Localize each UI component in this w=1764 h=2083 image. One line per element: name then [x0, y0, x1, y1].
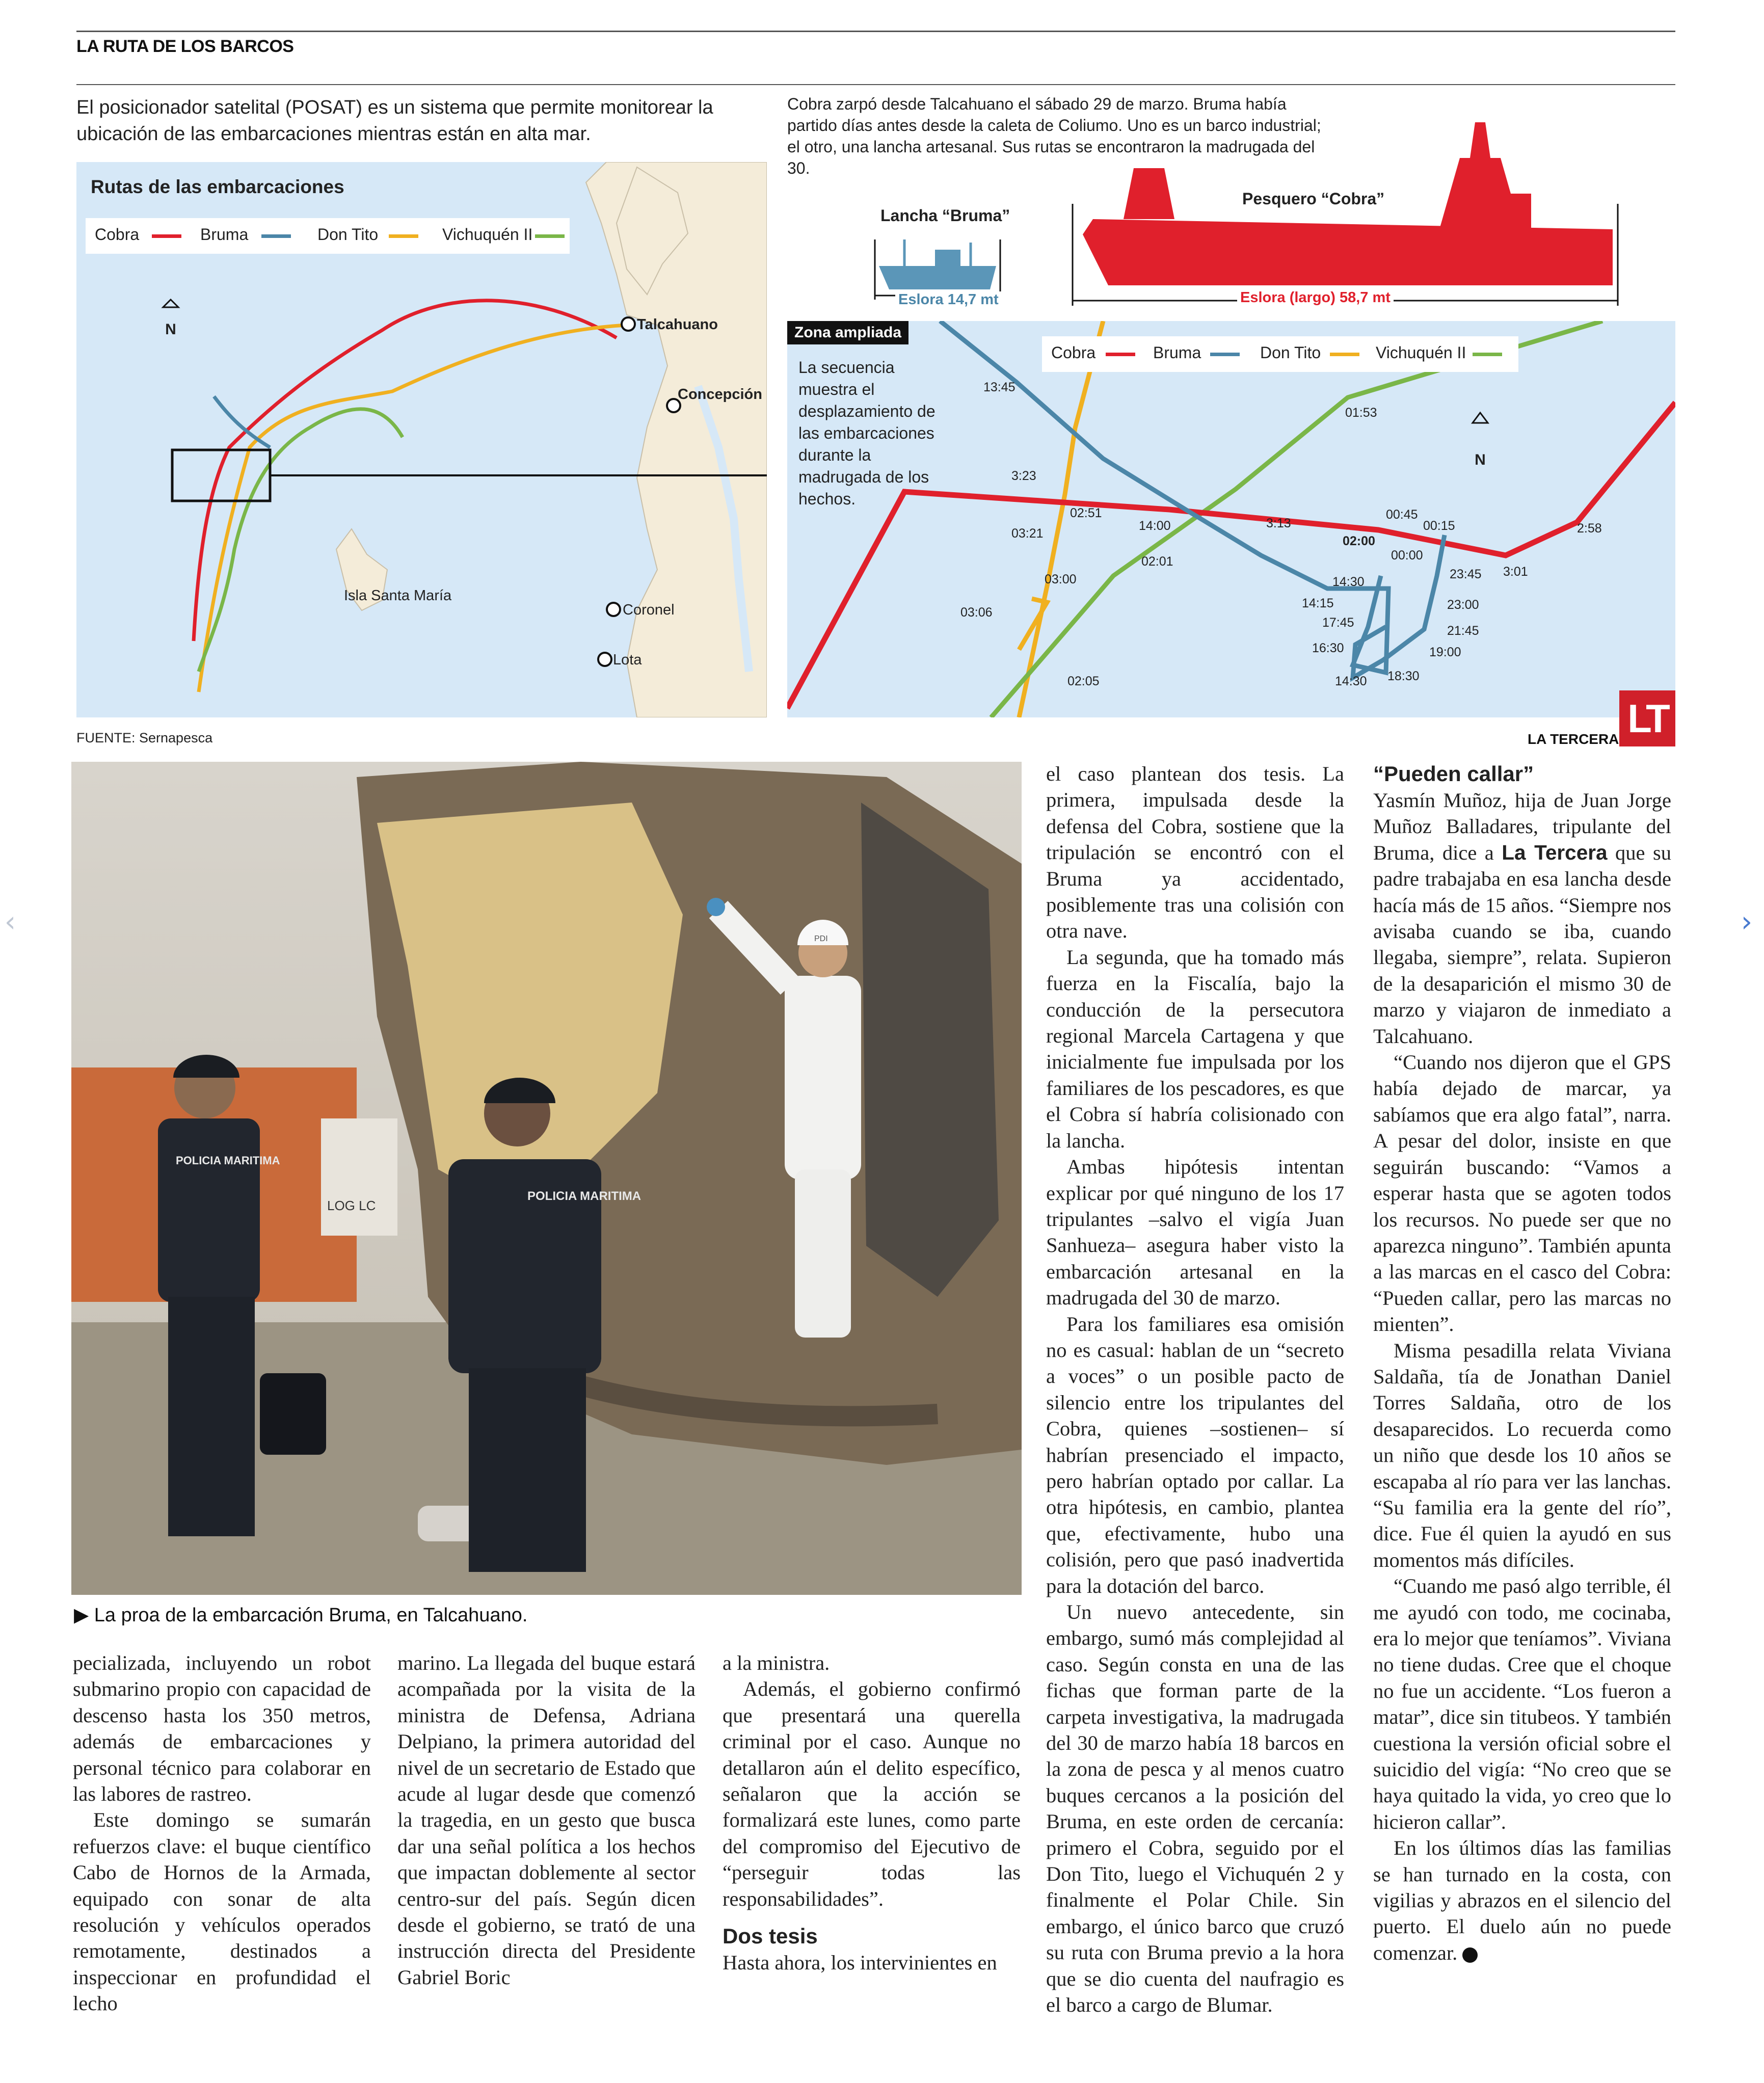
colr1-p1: el caso plantean dos tesis. La primera, impulsada desde la defensa del Cobra, sostiene que la tripulación se encontró con el Bruma ya accidentado, posiblemente tras una colisión con otra nave.	[1046, 762, 1344, 943]
time-0300: 03:00	[1045, 572, 1077, 586]
col3-p1: a la ministra.	[723, 1651, 830, 1674]
zoom-north-label: N	[1475, 451, 1486, 468]
cobra-label: Pesquero “Cobra”	[1239, 190, 1387, 208]
place-concepcion: Concepción	[678, 386, 762, 403]
colr1-p4: Para los familiares esa omisión no es casual: hablan de un “secreto a voces” o un posible pacto de silencio entre los tripulantes del Cobra, quienes –sostienen– sí habrían presenciado el impacto, pero habrían optado por callar. La otra hipótesis, en cambio, plantea que, efectivamente, hubo una colisión, pero que pasó inadvertida para la dotación del barco.	[1046, 1312, 1344, 1597]
intro-left-text: El posicionador satelital (POSAT) es un sistema que permite monitorear la ubicación de las embarcaciones mientras están en alta mar.	[76, 97, 713, 145]
logo-brand: LA TERCERA	[1528, 731, 1619, 747]
heading-pueden-callar: “Pueden callar”	[1373, 762, 1534, 786]
colr2-p2: “Cuando nos dijeron que el GPS había dejado de marcar, ya sabíamos que era algo fatal”, narra. A pesar del dolor, insiste en que seguirán buscando: “Vamos a esperar hasta que se agoten todos los recursos. No puede ser que no aparezca ninguno”. También apunta a las marcas en el casco del Cobra: “Pueden callar, pero las marcas no mienten”.	[1373, 1051, 1671, 1336]
map-left	[76, 162, 767, 717]
legend-don-tito-swatch	[389, 234, 418, 238]
col2-p1: marino. La llegada del buque estará acompañada por la visita de la ministra de Defensa, Adriana Delpiano, la primera autoridad del nivel de un secretario de Estado que acude al lugar desde que comenzó la tragedia, en un gesto que busca dar una señal política a los hechos que impactan doblemente al sector centro-sur del país. Según dicen desde el gobierno, se trató de una instrucción directa del Presidente Gabriel Boric	[397, 1651, 696, 1989]
time-1830: 18:30	[1387, 669, 1420, 683]
colr1-p5: Un nuevo antecedente, sin embargo, sumó más complejidad al caso. Según consta en una de las fichas que forman parte de la carpeta investigativa, la madrugada del 30 de marzo había 18 barcos en la zona de pesca y al menos cuatro buques cercanos a la posición del Bruma, en este orden de cercanía: primero el Cobra, seguido por el Don Tito, luego el Vichuquén 2 y finalmente el Polar Chile. Sin embargo, el único barco que cruzó su ruta con Bruma previo a la hora que se dio cuenta del naufragio es el barco a cargo de Blumar.	[1046, 1600, 1344, 2017]
vest-center-text: POLICIA MARITIMA	[527, 1189, 642, 1203]
cobra-length: Eslora (largo) 58,7 mt	[1237, 289, 1394, 306]
time-0251: 02:51	[1070, 506, 1102, 520]
header-rule	[76, 84, 1675, 85]
caption-text: La proa de la embarcación Bruma, en Talcahuano.	[94, 1605, 528, 1626]
time-1900: 19:00	[1429, 645, 1461, 659]
source-note: FUENTE: Sernapesca	[76, 730, 213, 745]
time-1745: 17:45	[1322, 616, 1354, 630]
colr1-p2: La segunda, que ha tomado más fuerza en la Fiscalía, bajo la conducción de la persecutora regional Marcela Cartagena y que inicialmente fue impulsada por los familiares de los pescadores, es que el Cobra sí habría colisionado con la lancha.	[1046, 945, 1344, 1152]
top-rule	[76, 31, 1675, 32]
helmet-text: PDI	[814, 934, 828, 943]
time-2145: 21:45	[1447, 624, 1479, 638]
time-301: 3:01	[1503, 565, 1528, 579]
colr2-p3: Misma pesadilla relata Viviana Saldaña, tía de Jonathan Daniel Torres Saldaña, otro de los desaparecidos. Lo recuerda como un niño que desde los 10 años se escapaba al río para ver las lanchas. “Su familia era la gente del río”, dice. Fue él quien la ayudó en sus momentos más difíciles.	[1373, 1339, 1671, 1571]
legend-zoom-don-tito-swatch	[1330, 353, 1359, 356]
colr2-p4: “Cuando me pasó algo terrible, él me ayudó con todo, me cocinaba, era lo mejor que teníamos”. Viviana no tiene dudas. Cree que el choque no fue un accidente. “Los fueron a matar”, dice sin titubeos. Y también cuestiona la versión oficial sobre el suicidio del vigía: “No creo que se haya quitado la vida, yo creo que lo hicieron callar”.	[1373, 1574, 1671, 1833]
heading-dos-tesis: Dos tesis	[723, 1924, 818, 1948]
place-isla-santa-maria: Isla Santa María	[344, 587, 452, 604]
container-sign-text: LOG LC	[327, 1198, 376, 1213]
legend-don-tito-label: Don Tito	[317, 225, 379, 244]
map-left-title: Rutas de las embarcaciones	[91, 176, 344, 197]
north-label: N	[165, 321, 176, 338]
prev-page-arrow[interactable]: ‹	[4, 905, 16, 939]
end-bullet	[1462, 1947, 1478, 1963]
route-bruma	[214, 396, 270, 447]
legend-zoom-cobra-swatch	[1106, 353, 1135, 356]
time-1400: 14:00	[1139, 519, 1171, 533]
legend-zoom-bruma-swatch	[1210, 353, 1240, 356]
column-right-2	[1373, 761, 1671, 1966]
col3-p3: Hasta ahora, los intervinientes en	[723, 1951, 997, 1974]
column-bottom-3	[723, 1650, 1021, 1975]
time-258: 2:58	[1577, 521, 1602, 536]
bruma-hull	[879, 266, 996, 289]
bruma-label: Lancha “Bruma”	[880, 206, 1010, 225]
legend-zoom-cobra-label: Cobra	[1051, 343, 1096, 362]
legend-zoom-bruma-label: Bruma	[1153, 343, 1201, 362]
zoom-badge: Zona ampliada	[787, 321, 908, 344]
photo-caption	[74, 1604, 527, 1626]
time-0321: 03:21	[1011, 526, 1044, 541]
legend-zoom-vichuquen-swatch	[1473, 353, 1502, 356]
colr1-p3: Ambas hipótesis intentan explicar por qué ninguno de los 17 tripulantes –salvo el vigía Juan Sanhueza– asegura haber visto la embarcación artesanal en la madrugada del 30 de marzo.	[1046, 1155, 1344, 1310]
legend-vichuquen-swatch	[535, 234, 565, 238]
legend-bruma-swatch	[261, 234, 291, 238]
legend-left	[86, 218, 570, 254]
bruma-boat-illustration	[869, 234, 1006, 301]
legend-zoom	[1042, 336, 1518, 372]
logo-mark: LT	[1619, 690, 1675, 746]
time-2300: 23:00	[1447, 598, 1479, 612]
col3-p2: Además, el gobierno confirmó que presentará una querella criminal por el caso. Aunque no detallaron aún el delito específico, señalaron que la acción se formalizará este lunes, como parte del compromiso del Ejecutivo de “perseguir todas las responsabilidades”.	[723, 1677, 1021, 1910]
time-0200: 02:00	[1343, 534, 1375, 548]
time-0306: 03:06	[960, 605, 993, 620]
column-bottom-1	[73, 1650, 371, 2017]
next-page-arrow[interactable]: ›	[1741, 905, 1753, 939]
colr2-p1: Yasmín Muñoz, hija de Juan Jorge Muñoz Balladares, tripulante del Bruma, dice a La Tercera que su padre trabajaba en esa lancha desde hacía más de 15 años. “Siempre nos avisaba cuando se iba, cuando llegaba, siempre”, relata. Supieron de la desaparición el mismo 30 de marzo y viajaron de inmediato a Talcahuano.	[1373, 789, 1671, 1048]
time-0000: 00:00	[1391, 548, 1423, 563]
time-2345: 23:45	[1450, 567, 1482, 581]
time-0153: 01:53	[1345, 406, 1377, 420]
column-bottom-2	[397, 1650, 696, 1990]
cobra-hull	[1083, 219, 1613, 285]
route-don-tito	[199, 325, 627, 692]
time-0015: 00:15	[1423, 519, 1455, 533]
time-1630: 16:30	[1312, 641, 1344, 655]
vest-left-text: POLICIA MARITIMA	[176, 1154, 280, 1167]
bruma-length: Eslora 14,7 mt	[895, 291, 1002, 308]
legend-zoom-don-tito-label: Don Tito	[1260, 343, 1321, 362]
dot-talcahuano	[622, 317, 635, 331]
section-title: LA RUTA DE LOS BARCOS	[76, 37, 294, 56]
time-313: 3:13	[1266, 516, 1291, 530]
dot-coronel	[607, 603, 620, 616]
brand-la-tercera: La Tercera	[1502, 840, 1608, 864]
cobra-bow-mast	[1124, 168, 1174, 219]
intro-right-text: Cobra zarpó desde Talcahuano el sábado 29 de marzo. Bruma había partido días antes desde la caleta de Coliumo. Uno es un barco industrial; el otro, una lancha artesanal. Sus rutas se encontraron la madrugada del 30.	[787, 95, 1321, 177]
time-1430b: 14:30	[1335, 674, 1367, 688]
north-arrow	[163, 300, 178, 307]
time-1415: 14:15	[1302, 596, 1334, 610]
column-right-1	[1046, 761, 1344, 2018]
time-323: 3:23	[1011, 469, 1036, 483]
bruma-cabin	[935, 250, 960, 266]
time-0045: 00:45	[1386, 508, 1418, 522]
legend-cobra-label: Cobra	[95, 225, 140, 244]
legend-cobra-swatch	[152, 234, 181, 238]
col1-p2: Este domingo se sumarán refuerzos clave: el buque científico Cabo de Hornos de la Armada, equipado con sonar de alta resolución y vehículos operados remotamente, destinados a inspeccionar en profundidad el lecho	[73, 1808, 371, 2015]
dot-lota	[598, 653, 611, 666]
zoom-north-arrow	[1473, 413, 1488, 423]
map-zoom	[787, 321, 1675, 717]
place-lota: Lota	[613, 652, 642, 668]
zoom-box	[172, 450, 270, 501]
colr2-p5: En los últimos días las familias se han turnado en la costa, con vigilias y abrazos en el silencio del puerto. El duelo aún no puede comenzar.	[1373, 1836, 1671, 1964]
photo-bruma-bow	[71, 762, 1022, 1595]
time-1430a: 14:30	[1332, 575, 1365, 589]
place-coronel: Coronel	[623, 602, 675, 618]
zoom-text: La secuencia muestra el desplazamiento de las embarcaciones durante la madrugada de los hechos.	[798, 358, 936, 508]
caption-marker: ▶	[74, 1605, 94, 1626]
legend-vichuquen-label: Vichuquén II	[442, 225, 533, 244]
time-0205: 02:05	[1067, 674, 1100, 688]
legend-bruma-label: Bruma	[200, 225, 249, 244]
container-sign	[321, 1118, 397, 1236]
time-0201: 02:01	[1141, 554, 1173, 569]
photo-svg	[71, 762, 1022, 1595]
legend-zoom-vichuquen-label: Vichuquén II	[1376, 343, 1466, 362]
place-talcahuano: Talcahuano	[637, 316, 718, 333]
backpack	[260, 1373, 326, 1455]
time-1345: 13:45	[983, 380, 1015, 394]
col1-p1: pecializada, incluyendo un robot submarino propio con capacidad de descenso hasta los 350 metros, además de embarcaciones y personal técnico para colaborar en las labores de rastreo.	[73, 1651, 371, 1806]
